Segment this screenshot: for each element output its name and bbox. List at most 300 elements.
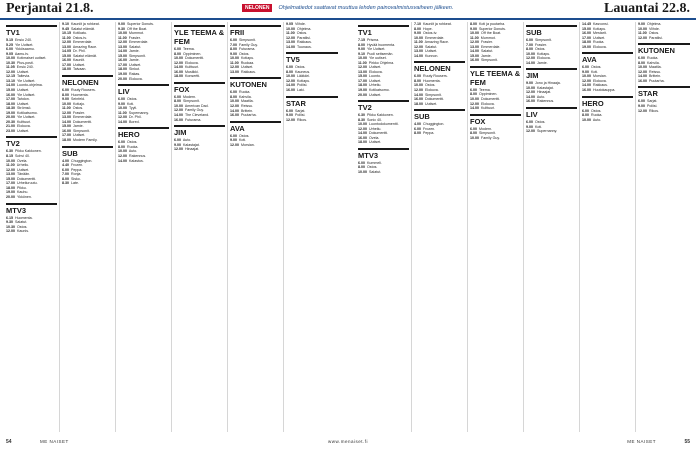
program-title: Futurama. — [185, 117, 202, 122]
program-title: Simpsonit. — [481, 58, 498, 63]
program-time: 12.00 — [526, 90, 535, 95]
program-title: Kasvonsi. — [593, 22, 609, 26]
channel-heading: AVA — [230, 121, 281, 133]
program-time: 5.15 — [6, 38, 13, 42]
program-time: 13.10 — [6, 78, 15, 83]
program-title: Sohvi 40. — [15, 154, 30, 159]
program-listing — [6, 129, 57, 134]
program-time: 18.00 — [6, 185, 15, 190]
program-listing — [118, 77, 169, 82]
day-title-left: Perjantai 21.8. — [6, 1, 94, 16]
program-time: 9.00 — [638, 104, 645, 109]
program-time: 10.00 — [358, 170, 367, 175]
channel-heading: SUB — [526, 25, 577, 37]
program-title: Jono ja Hinaaja. — [535, 81, 561, 86]
program-title: Koti ja puutarha. — [479, 22, 506, 26]
program-time: 13.00 — [62, 44, 71, 49]
program-time: 10.00 — [286, 74, 295, 79]
program-title: Auto. — [182, 138, 192, 143]
program-time: 10.00 — [470, 135, 479, 140]
program-title: Emmerdale. — [481, 44, 501, 49]
program-listing — [230, 143, 281, 148]
program-title: Kulttuuri. — [185, 65, 200, 70]
program-title: Frozen. — [71, 163, 84, 168]
program-time: 15.00 — [470, 53, 479, 58]
program-title: Huomenta. — [423, 78, 441, 83]
page-header — [0, 0, 696, 20]
program-time: 12.00 — [118, 115, 127, 120]
program-title: Rikos. — [297, 117, 307, 122]
program-time: 14.00 — [414, 92, 423, 97]
program-title: Salatut. — [481, 49, 494, 54]
program-time: 6.00 — [174, 94, 181, 99]
program-time: 17.00 — [118, 62, 127, 67]
program-time: 19.00 — [6, 190, 15, 195]
program-time: 16.00 — [174, 117, 183, 122]
program-time: 9.00 — [174, 142, 181, 147]
program-time: 13.00 — [358, 69, 367, 74]
program-title: Maatila. — [241, 99, 254, 104]
schedule-column — [636, 22, 692, 432]
program-title: Frasier. — [73, 110, 85, 115]
program-time: 17.00 — [62, 62, 71, 67]
program-title: Kotiapu. — [297, 78, 311, 83]
program-title: Tahdon. — [16, 97, 30, 102]
program-time: 8.00 — [470, 22, 477, 26]
program-title: Kahvila. — [239, 94, 252, 99]
program-title: Ykkösaamu. — [14, 47, 35, 52]
program-title: Ostos. — [648, 31, 660, 36]
schedule-column — [60, 22, 116, 432]
program-time: 9.00 — [118, 101, 125, 106]
program-title: Uutiset. — [369, 92, 382, 97]
program-time: 14.00 — [470, 106, 479, 111]
program-time: 12.15 — [6, 74, 15, 79]
program-time: 8.30 — [358, 117, 365, 122]
program-title: Dokumentti. — [369, 131, 389, 136]
channel-heading: KUTONEN — [230, 77, 281, 89]
program-time: 16.00 — [118, 58, 127, 63]
program-title: Supernanny. — [128, 110, 149, 115]
program-title: Pirkko Ohjelma. — [368, 60, 395, 65]
program-title: Hope. — [423, 26, 433, 31]
program-time: 15.00 — [62, 53, 71, 58]
program-time: 9.00 — [230, 51, 237, 56]
channel-heading: TV1 — [358, 25, 409, 37]
program-title: Puutarha. — [649, 78, 665, 83]
program-time: 6.00 — [638, 56, 645, 61]
program-title: Frozen. — [423, 126, 436, 131]
program-title: Ruoka. — [593, 40, 605, 45]
program-time: 9.00 — [286, 113, 293, 118]
program-title: Simpsonit. — [425, 92, 442, 97]
program-title: Dokumentti. — [73, 119, 93, 124]
channel-heading: KUTONEN — [638, 43, 690, 55]
program-title: Ruuty Rousers. — [423, 74, 448, 79]
program-listing — [358, 140, 409, 145]
program-title: Simpsonit. — [183, 99, 200, 104]
program-time: 12.00 — [286, 78, 295, 83]
program-time: 13.00 — [62, 115, 71, 120]
page-number-right: 55 — [684, 439, 690, 445]
program-title: Rakennus. — [129, 154, 147, 159]
program-listing — [470, 58, 521, 63]
program-title: Salatut. — [15, 220, 28, 225]
program-title: Brittein. — [649, 74, 662, 79]
program-time: 10.00 — [230, 99, 239, 104]
program-time: 12.00 — [470, 40, 479, 45]
program-time: 8.00 — [118, 144, 125, 149]
program-time: 16.00 — [582, 88, 591, 93]
program-time: 16.00 — [470, 58, 479, 63]
program-title: Kunnon. — [425, 53, 439, 58]
program-title: Elokuva. — [129, 76, 143, 81]
program-title: Poliisi. — [647, 104, 658, 109]
channel-heading: LIV — [526, 107, 577, 119]
program-title: Kalastajat. — [183, 142, 200, 147]
program-title: Off the Boat. — [127, 26, 148, 31]
program-time: 10.00 — [582, 117, 591, 122]
program-time: 9.30 — [6, 220, 13, 225]
program-time: 6.00 — [526, 120, 533, 125]
program-title: Uutiset. — [369, 78, 382, 83]
program-time: 8.00 — [638, 60, 645, 65]
program-title: Uutiset. — [425, 49, 438, 54]
program-time: 12.00 — [526, 56, 535, 61]
program-time: 6.00 — [582, 65, 589, 70]
program-time: 15.00 — [6, 176, 15, 181]
program-time: 21.00 — [6, 124, 15, 129]
program-title: Hinaajat. — [537, 90, 552, 95]
program-time: 15.00 — [118, 53, 127, 58]
schedule-page-left — [4, 22, 340, 432]
program-title: Hyvää huomenta. — [367, 42, 396, 47]
program-time: 6.00 — [582, 108, 589, 113]
program-time: 9.00 — [638, 22, 645, 26]
program-listing — [638, 36, 690, 41]
program-time: 15.00 — [6, 88, 15, 93]
program-listing — [62, 138, 113, 143]
program-title: Konsertti. — [185, 74, 201, 79]
program-time: 4.00 — [414, 122, 421, 127]
program-time: 6.00 — [230, 90, 237, 95]
channel-heading: HERO — [118, 127, 169, 139]
program-title: Luonto-ohjelma. — [17, 83, 43, 88]
program-time: 17.00 — [6, 181, 15, 186]
program-time: 12.00 — [6, 69, 15, 74]
program-listing — [526, 129, 577, 134]
program-time: 11.05 — [6, 65, 15, 70]
program-time: 12.00 — [414, 44, 423, 49]
program-time: 16.00 — [582, 31, 591, 36]
program-time: 20.00 — [358, 92, 367, 97]
program-time: 18.00 — [358, 140, 367, 145]
channel-heading: NELONEN — [62, 75, 113, 87]
channel-badge: NELONEN — [242, 4, 272, 12]
program-time: 18.00 — [6, 101, 15, 106]
program-time: 20.00 — [6, 194, 15, 199]
program-time: 10.00 — [638, 26, 647, 31]
program-title: Mestarit. — [593, 31, 607, 36]
program-time: 16.00 — [6, 92, 15, 97]
program-title: Mummot. — [129, 31, 144, 36]
program-time: 8.00 — [174, 51, 181, 56]
program-time: 12.00 — [118, 40, 127, 45]
program-title: Ostos. — [239, 51, 250, 56]
program-time: 5.25 — [6, 42, 13, 47]
program-title: Simpsonit. — [239, 38, 256, 42]
program-time: 14.00 — [358, 131, 367, 136]
program-title: Family Guy. — [239, 42, 258, 47]
program-title: Emmerdale. — [425, 35, 445, 40]
channel-heading: TV2 — [6, 136, 57, 148]
program-time: 6.00 — [470, 87, 477, 92]
program-time: 12.00 — [230, 142, 239, 147]
program-title: Jamie. — [481, 53, 492, 58]
program-time: 20.30 — [6, 119, 15, 124]
program-title: Mummot. — [480, 35, 496, 40]
program-time: 6.00 — [414, 126, 421, 131]
program-time: 17.00 — [6, 97, 15, 102]
day-title-right: Lauantai 22.8. — [604, 1, 690, 16]
program-title: Strömsö. — [17, 106, 32, 111]
program-time: 6.00 — [470, 126, 477, 131]
program-title: Puoli seitsemän. — [367, 51, 394, 56]
program-time: 13.00 — [6, 172, 15, 177]
program-listing — [118, 120, 169, 125]
program-title: Rakkaus. — [241, 69, 256, 74]
program-time: 10.00 — [6, 56, 15, 61]
program-time: 14.00 — [118, 158, 127, 163]
program-time: 13.00 — [414, 49, 423, 54]
program-title: Elokuva. — [481, 101, 495, 106]
program-time: 10.00 — [526, 85, 535, 90]
program-title: Musiikki. — [185, 69, 199, 74]
program-listing — [582, 118, 633, 123]
program-time: 8.00 — [414, 26, 421, 31]
program-time: 12.00 — [62, 110, 71, 115]
program-time: 10.00 — [358, 56, 367, 61]
program-time: 12.00 — [6, 167, 15, 172]
program-time: 6.30 — [358, 113, 365, 118]
program-title: Ohjelma. — [297, 26, 312, 31]
program-time: 11.00 — [118, 35, 127, 40]
program-title: Ensio 240. — [15, 38, 32, 42]
program-title: Kotimaiset uutiset. — [17, 56, 47, 61]
program-title: Pikku Kakkonen. — [367, 113, 394, 118]
program-time: 14.05 — [62, 49, 71, 54]
program-title: Yle Uutiset. — [14, 42, 34, 47]
program-time: 6.00 — [358, 160, 365, 165]
program-time: 10.00 — [414, 83, 423, 88]
program-time: 16.00 — [62, 58, 71, 63]
program-title: Urheilu. — [16, 163, 30, 168]
program-time: 14.00 — [118, 49, 127, 54]
channel-heading: AVA — [582, 52, 633, 64]
program-title: Jamie. — [537, 60, 548, 65]
program-time: 12.00 — [582, 78, 591, 83]
program-listing — [470, 106, 521, 111]
program-title: Dr. Phil. — [73, 49, 86, 54]
program-time: 14.00 — [230, 108, 239, 113]
program-title: Ostos. — [72, 106, 84, 111]
program-title: Family Guy. — [185, 108, 204, 113]
program-listing — [286, 88, 338, 93]
program-time: 17.00 — [582, 35, 591, 40]
program-time: 18.00 — [62, 67, 71, 72]
program-time: 6.00 — [6, 47, 13, 52]
program-title: Elokuva. — [537, 56, 551, 61]
program-title: Paratiisi. — [649, 35, 663, 40]
program-time: 10.00 — [358, 122, 367, 127]
program-time: 6.00 — [638, 99, 645, 104]
channel-heading: MTV3 — [6, 203, 57, 215]
program-title: Koti. — [535, 124, 543, 129]
program-time: 10.00 — [638, 65, 647, 70]
schedule-column — [284, 22, 340, 432]
program-title: Elokuva. — [17, 124, 31, 129]
program-time: 14.45 — [582, 22, 591, 26]
program-time: 14.00 — [62, 119, 71, 124]
program-title: Koti. — [239, 138, 247, 143]
program-title: Modern. — [183, 94, 197, 99]
program-time: 8.00 — [414, 131, 421, 136]
program-time: 18.00 — [174, 74, 183, 79]
program-time: 6.00 — [118, 140, 125, 145]
program-title: Kauneus. — [295, 69, 311, 74]
program-title: Rakkaus. — [593, 83, 608, 88]
program-title: Oppiminen. — [183, 51, 202, 56]
program-time: 6.30 — [6, 149, 13, 154]
program-time: 10.00 — [470, 97, 479, 102]
schedule-column — [412, 22, 468, 432]
program-title: Ostos. — [591, 65, 602, 70]
program-title: Salatut elämät. — [71, 26, 95, 31]
program-title: Poliisi. — [295, 113, 306, 118]
schedule-column — [356, 22, 412, 432]
program-title: Modern Family. — [73, 138, 98, 143]
schedule-column — [172, 22, 228, 432]
channel-heading: FRII — [230, 25, 281, 37]
program-title: Ruoka. — [647, 56, 659, 61]
program-title: Rikos. — [649, 108, 659, 113]
program-title: Morsian. — [593, 74, 607, 79]
program-title: Tuunaus. — [296, 44, 312, 49]
program-time: 10.00 — [118, 31, 127, 36]
program-listing — [526, 99, 577, 104]
program-title: Kummeli. — [367, 160, 382, 165]
channel-heading: TV1 — [6, 25, 57, 37]
program-time: 6.00 — [174, 138, 181, 143]
program-time: 23.00 — [6, 128, 15, 133]
program-title: Salatut. — [129, 44, 142, 49]
channel-heading: LIV — [118, 84, 169, 96]
program-time: 8.00 — [470, 131, 477, 136]
program-time: 19.00 — [358, 88, 367, 93]
program-time: 10.30 — [6, 224, 15, 229]
program-time: 10.00 — [174, 56, 183, 61]
program-title: Taltevia. — [16, 74, 31, 79]
program-listing — [174, 118, 225, 123]
program-title: Dokumentti. — [17, 176, 37, 181]
schedule-column — [468, 22, 524, 432]
program-time: 6.00 — [526, 38, 533, 42]
program-time: 8.00 — [414, 78, 421, 83]
program-time: 10.00 — [230, 56, 239, 61]
program-title: Elokuva. — [593, 78, 607, 83]
program-title: Frasier. — [535, 42, 547, 47]
program-title: Uutiset. — [73, 133, 86, 138]
program-title: Ostos-tv. — [423, 31, 438, 36]
program-title: Jamie. — [129, 58, 140, 63]
program-time: 18.00 — [358, 83, 367, 88]
program-time: 19.00 — [118, 72, 127, 77]
program-title: Oppiminen. — [479, 92, 498, 97]
schedule-column — [524, 22, 580, 432]
program-listing — [174, 74, 225, 79]
program-time: 14.00 — [582, 83, 591, 88]
program-title: Uutiset. — [17, 101, 30, 106]
program-title: Teema. — [182, 47, 195, 51]
program-title: Auto. — [128, 149, 138, 154]
program-time: 8.00 — [526, 47, 533, 52]
header-banner — [242, 4, 453, 12]
program-time: 13.00 — [286, 40, 295, 45]
program-title: Kotiapu. — [593, 26, 607, 31]
program-title: Elokuva. — [185, 60, 199, 65]
program-time: 9.00 — [470, 26, 477, 31]
program-title: Dokumentti. — [481, 97, 501, 102]
program-time: 10.00 — [6, 158, 15, 163]
program-title: Kotiapu. — [241, 56, 255, 61]
program-listing — [414, 54, 465, 59]
program-time: 14.00 — [118, 119, 127, 124]
program-time: 15.00 — [358, 74, 367, 79]
program-listing — [230, 70, 281, 75]
program-title: Elokuva. — [593, 44, 607, 49]
program-title: Uutiset. — [369, 65, 382, 70]
program-listing — [638, 109, 690, 114]
program-time: 14.00 — [174, 113, 183, 118]
page-footer — [0, 436, 696, 450]
program-title: Uutiset. — [17, 128, 30, 133]
program-title: Ostos. — [425, 83, 436, 88]
program-time: 14.00 — [414, 53, 423, 58]
program-listing — [470, 136, 521, 141]
program-listing — [358, 93, 409, 98]
program-title: Uutiset. — [593, 35, 606, 40]
program-title: Simpsonit. — [535, 38, 552, 42]
program-title: Tänään. — [16, 172, 31, 177]
program-time: 19.00 — [6, 110, 15, 115]
program-time: 11.00 — [638, 31, 647, 36]
program-time: 16.00 — [230, 113, 239, 118]
program-title: Dr. Phil. — [129, 115, 142, 120]
program-time: 12.00 — [638, 69, 647, 74]
program-time: 9.10 — [358, 51, 365, 56]
program-title: Auto. — [536, 94, 546, 99]
channel-heading: JIM — [174, 125, 225, 137]
program-title: Ostos. — [127, 140, 138, 145]
program-time: 14.00 — [6, 83, 15, 88]
program-time: 11.00 — [230, 60, 239, 65]
program-time: 6.00 — [414, 74, 421, 79]
channel-heading: FOX — [470, 114, 521, 126]
program-title: Yle Uutiset. — [16, 92, 36, 97]
program-title: Taivaan. — [72, 67, 87, 72]
program-title: Poliisi. — [297, 83, 308, 88]
program-time: 6.00 — [286, 108, 293, 113]
